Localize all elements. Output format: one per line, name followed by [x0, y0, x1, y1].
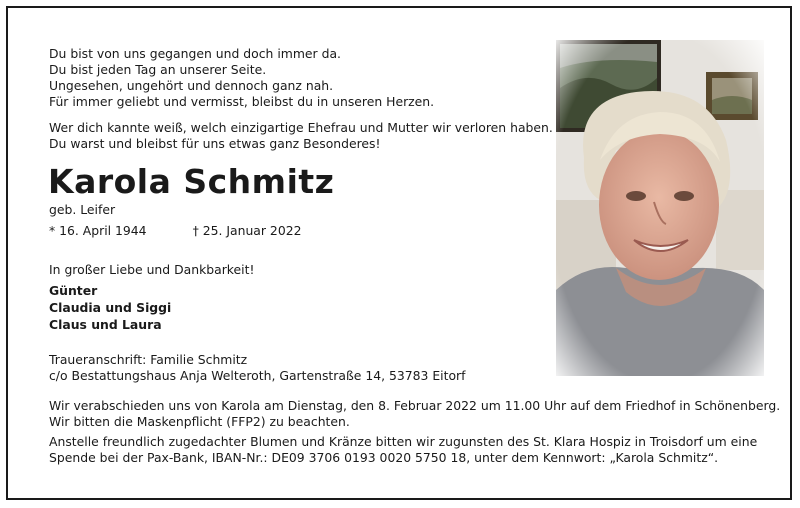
poem-line: Für immer geliebt und vermisst, bleibst du in unseren Herzen. [49, 94, 435, 109]
mourners-intro: In großer Liebe und Dankbarkeit! [49, 262, 255, 277]
maiden-name: geb. Leifer [49, 202, 116, 217]
mourner-name: Claudia und Siggi [49, 300, 172, 315]
service-info [49, 398, 780, 430]
donation-line: Anstelle freundlich zugedachter Blumen und Kränze bitten wir zugunsten des St. Klara Hospiz in Troisdorf um eine [49, 434, 758, 449]
address-line: c/o Bestattungshaus Anja Welteroth, Gartenstraße 14, 53783 Eitorf [49, 368, 466, 383]
tribute-line: Du warst und bleibst für uns etwas ganz Besonderes! [49, 136, 381, 151]
service-line: Wir bitten die Maskenpflicht (FFP2) zu beachten. [49, 414, 350, 429]
poem [49, 46, 434, 110]
mourners-list [49, 283, 171, 334]
tribute-line: Wer dich kannte weiß, welch einzigartige Ehefrau und Mutter wir verloren haben. [49, 120, 553, 135]
mourner-name: Claus und Laura [49, 317, 162, 332]
donation-info [49, 434, 757, 466]
poem-line: Du bist jeden Tag an unserer Seite. [49, 62, 267, 77]
tribute [49, 120, 553, 152]
mourner-name: Günter [49, 283, 98, 298]
death-date: † 25. Januar 2022 [192, 223, 302, 238]
address-line: Traueranschrift: Familie Schmitz [49, 352, 248, 367]
life-dates [49, 223, 301, 239]
poem-line: Du bist von uns gegangen und doch immer da. [49, 46, 341, 61]
birth-date: * 16. April 1944 [49, 223, 147, 238]
donation-line: Spende bei der Pax-Bank, IBAN-Nr.: DE09 3706 0193 0020 5750 18, unter dem Kennwort: „Karola Schmitz“. [49, 450, 719, 465]
deceased-name: Karola Schmitz [48, 162, 335, 201]
poem-line: Ungesehen, ungehört und dennoch ganz nah. [49, 78, 334, 93]
portrait-photo [556, 40, 764, 376]
mourning-address [49, 352, 466, 384]
service-line: Wir verabschieden uns von Karola am Dienstag, den 8. Februar 2022 um 11.00 Uhr auf dem Friedhof in Schönenberg. [49, 398, 781, 413]
